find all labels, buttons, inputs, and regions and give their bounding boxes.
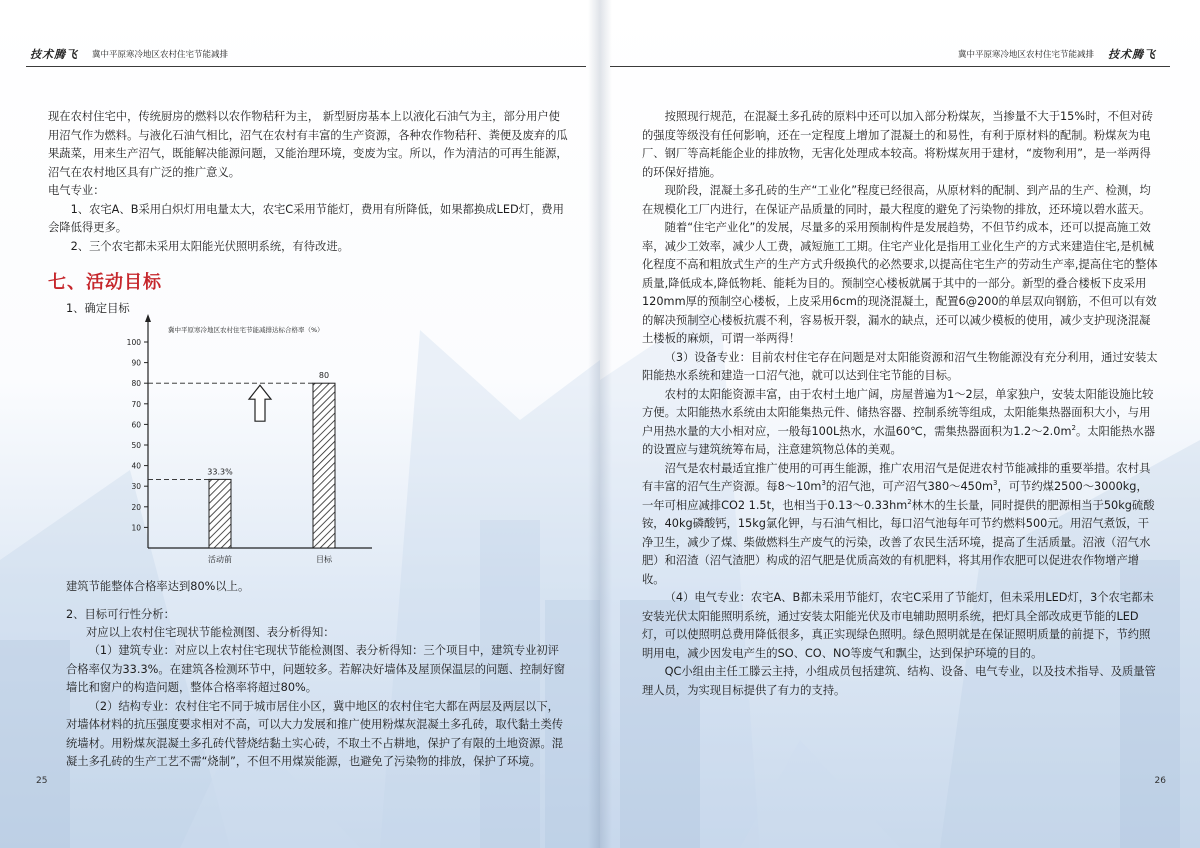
dashed-guide-lines <box>148 383 313 479</box>
biogas-superscript-1: 3 <box>821 479 826 488</box>
category-label: 活动前 <box>208 555 232 564</box>
structure-analysis: （2）结构专业：农村住宅不同于城市居住小区，冀中地区的农村住宅大都在两层及两层以下，对墙体材料的抗压强度要求相对不高，可以大力发展和推广使用粉煤灰混凝土多孔砖，取代黏土类传统墙材。用粉煤灰混凝土多孔砖代替烧结黏土实心砖，不取土不占耕地，保护了有限的土地资源。混凝土多孔砖的生产工艺不需“烧制”，不但不用煤炭能源，也避免了污染物的排放，保护了环境。 <box>66 699 564 768</box>
y-tick-label: 90 <box>131 358 141 368</box>
paragraph-prefab: 随着“住宅产业化”的发展，尽量多的采用预制构件是发展趋势，不但节约成本，还可以提高施工效率，减少工效率，减少人工费，减短施工工期。住宅产业化是指用工业化生产的方式来建造住宅,是机械化程度不高和粗放式生产的生产方式升级换代的必然要求,以提高住宅生产的劳动生产率,提高住宅的整体质量,降低成本,降低物耗、能耗为目的。预制空心楼板就属于其中的一部分。新型的叠合楼板下皮采用120mm厚的预制空心楼板，上皮采用6cm的现浇混凝土，配置6@200的单层双向钢筋，不但可以有效的解决预制空心楼板抗震不利，容易板开裂，漏水的缺点，还可以减少模板的使用，减少支护现浇混凝土楼板的麻烦，可谓一举两得！ <box>642 221 1158 345</box>
y-tick-label: 50 <box>131 441 141 450</box>
y-tick-label: 80 <box>131 379 141 389</box>
y-tick-label: 60 <box>131 420 141 430</box>
biogas-text-a: 沼气是农村最适宜推广使用的可再生能源，推广农用沼气是促进农村节能减排的重要举措。农村具有丰富的沼气生产资源。每8～10m <box>642 461 1151 493</box>
y-tick-label: 30 <box>131 482 141 492</box>
electrical-label: 电气专业： <box>48 184 105 197</box>
architecture-analysis: （1）建筑专业：对应以上农村住宅现状节能检测图、表分析得知：三个项目中，建筑专业初评合格率仅为33.3%。在建筑各检测环节中，问题较多。若解决好墙体及屋顶保温层的问题、控制好窗墙比和窗户的构造问题，整体合格率将超过80%。 <box>66 644 566 694</box>
solar-superscript: 2 <box>1071 423 1076 432</box>
chart-summary: 建筑节能整体合格率达到80%以上。 <box>66 580 250 593</box>
left-text-analysis <box>66 642 566 772</box>
y-tick-label: 40 <box>131 461 141 471</box>
biogas-text-b: 的沼气池，可产沼气380～450m <box>825 480 994 493</box>
upward-arrow-icon <box>249 385 271 421</box>
paragraph-industrialization: 现阶段，混凝土多孔砖的生产“工业化”程度已经很高，从原材料的配制、到产品的生产、检测，均在规模化工厂内进行，在保证产品质量的同时，最大程度的避免了污染物的排放，还环境以碧水蓝天。 <box>642 184 1151 216</box>
biogas-text-c: ，可节约煤2500～3000kg，一年可相应减排CO2 1.5t，也相当于0.13～0.33hm <box>642 480 1148 512</box>
electrical-item-2: 2、三个农宅都未采用太阳能光伏照明系统，有待改进。 <box>70 239 349 253</box>
analysis-intro: 对应以上农村住宅现状节能检测图、表分析得知： <box>86 626 335 639</box>
bar-value-label: 80 <box>318 371 330 381</box>
paragraph-electrical: （4）电气专业：农宅A、B都未采用节能灯，农宅C采用了节能灯，但未采用LED灯，3个农宅都未安装光伏太阳能照明系统，通过安装太阳能光伏及市电辅助照明系统，把灯具全部改成更节能的LED灯，可以使照明总费用降低很多，真正实现绿色照明。绿色照明就是在保证照明质量的前提下，节约照明用电，减少因发电产生的SO、CO、NO等废气和飘尘，达到保护环境的目的。 <box>642 591 1154 660</box>
biogas-text-d: 林木的生长量，同时提供的肥源相当于50kg硫酸铵，40kg磷酸钙，15kg氯化钾，与石油气相比，每口沼气池每年可节约燃料500元。用沼气煮饭，干净卫生，减少了煤、柴做燃料生产废气的污染，改善了农民生活环境，提高了生活质量。沼液（沼气水肥）和沼渣（沼气渣肥）构成的沼气肥是优质高效的有机肥料，将其用作农肥可以促进农作物增产增收。 <box>642 498 1155 586</box>
paragraph-biogas: 现在农村住宅中，传统厨房的燃料以农作物秸秆为主， 新型厨房基本上以液化石油气为主，部分用户使用沼气作为燃料。与液化石油气相比，沼气在农村有丰富的生产资源，各种农作物秸秆、粪便及废弃的瓜果蔬菜，用来生产沼气，既能解决能源问题，又能治理环境，变废为宝。所以，作为清洁的可再生能源，沼气在农村地区具有广泛的推广意义。 <box>48 110 568 179</box>
chart-title: 冀中平原寒冷地区农村住宅节能减排达标合格率（%） <box>168 326 324 334</box>
section-heading: 七、活动目标 <box>48 272 162 293</box>
bar-before <box>209 479 231 548</box>
chart-bars <box>209 383 335 548</box>
subheading-goal: 1、确定目标 <box>66 302 130 315</box>
header-brand: 技术腾飞 <box>30 48 78 61</box>
arrow-shape <box>249 385 271 421</box>
paragraph-biogas-resources <box>642 460 1158 590</box>
paragraph-solar <box>642 386 1158 460</box>
y-tick-label: 100 <box>126 338 141 347</box>
left-running-header <box>30 44 242 64</box>
right-page <box>600 0 1200 848</box>
header-title: 冀中平原寒冷地区农村住宅节能减排 <box>957 50 1094 60</box>
solar-text-b: 。太阳能热水器的设置应与建筑统筹布局，注意建筑物总体的美观。 <box>642 424 1156 456</box>
header-brand: 技术腾飞 <box>1108 48 1156 61</box>
book-gutter <box>588 0 612 848</box>
solar-text-a: 农村的太阳能资源丰富，由于农村土地广阔，房屋普遍为1～2层，单家独户，安装太阳能设施比较方便。太阳能热水系统由太阳能集热元件、储热容器、控制系统等组成，太阳能集热器面积大小，与用户用热水量的大小相对应，一般每100L热水，水温60℃，需集热器面积为1.2～2.0m <box>642 387 1154 438</box>
right-running-header <box>944 44 1156 64</box>
paragraph-equipment: （3）设备专业：目前农村住宅存在问题是对太阳能资源和沼气生物能源没有充分利用，通过安装太阳能热水系统和建造一口沼气池，就可以达到住宅节能的目标。 <box>642 350 1158 382</box>
page-number-left: 25 <box>36 776 48 786</box>
bar-value-label: 33.3% <box>207 467 233 477</box>
biogas-superscript-3: 2 <box>907 497 912 506</box>
bar-target <box>313 383 335 548</box>
left-text-top <box>48 108 568 256</box>
electrical-item-1: 1、农宅A、B采用白炽灯用电量太大，农宅C采用节能灯，费用有所降低，如果都换成LED灯，费用会降低得更多。 <box>48 202 564 234</box>
biogas-superscript-2: 3 <box>993 479 998 488</box>
chart-axes <box>145 314 372 548</box>
category-label: 目标 <box>316 555 332 564</box>
y-tick-label: 10 <box>131 523 141 533</box>
left-text-bottom <box>66 578 566 643</box>
paragraph-qc-team: QC小组由主任工滕云主持，小组成员包括建筑、结构、设备、电气专业，以及技术指导、及质量管理人员，为实现目标提供了有力的支持。 <box>642 665 1156 697</box>
y-tick-labels <box>127 338 148 532</box>
header-rule <box>610 66 1170 67</box>
y-axis-arrowhead <box>145 314 151 322</box>
header-title: 冀中平原寒冷地区农村住宅节能减排 <box>92 50 229 60</box>
y-tick-label: 20 <box>131 502 141 512</box>
paragraph-fly-ash: 按照现行规范，在混凝土多孔砖的原料中还可以加入部分粉煤灰，当掺量不大于15%时，不但对砖的强度等级没有任何影响，还在一定程度上增加了混凝土的和易性，有利于原材料的配制。粉煤灰为电厂、钢厂等高耗能企业的排放物，无害化处理成本较高。将粉煤灰用于建材，“废物利用”，是一举两得的环保好措施。 <box>642 110 1153 179</box>
qualification-rate-chart <box>110 312 380 574</box>
header-rule <box>26 66 586 67</box>
y-tick-label: 70 <box>131 399 141 409</box>
subheading-feasibility: 2、目标可行性分析： <box>66 607 175 621</box>
right-text <box>642 108 1158 700</box>
page-number-right: 26 <box>1154 776 1166 786</box>
